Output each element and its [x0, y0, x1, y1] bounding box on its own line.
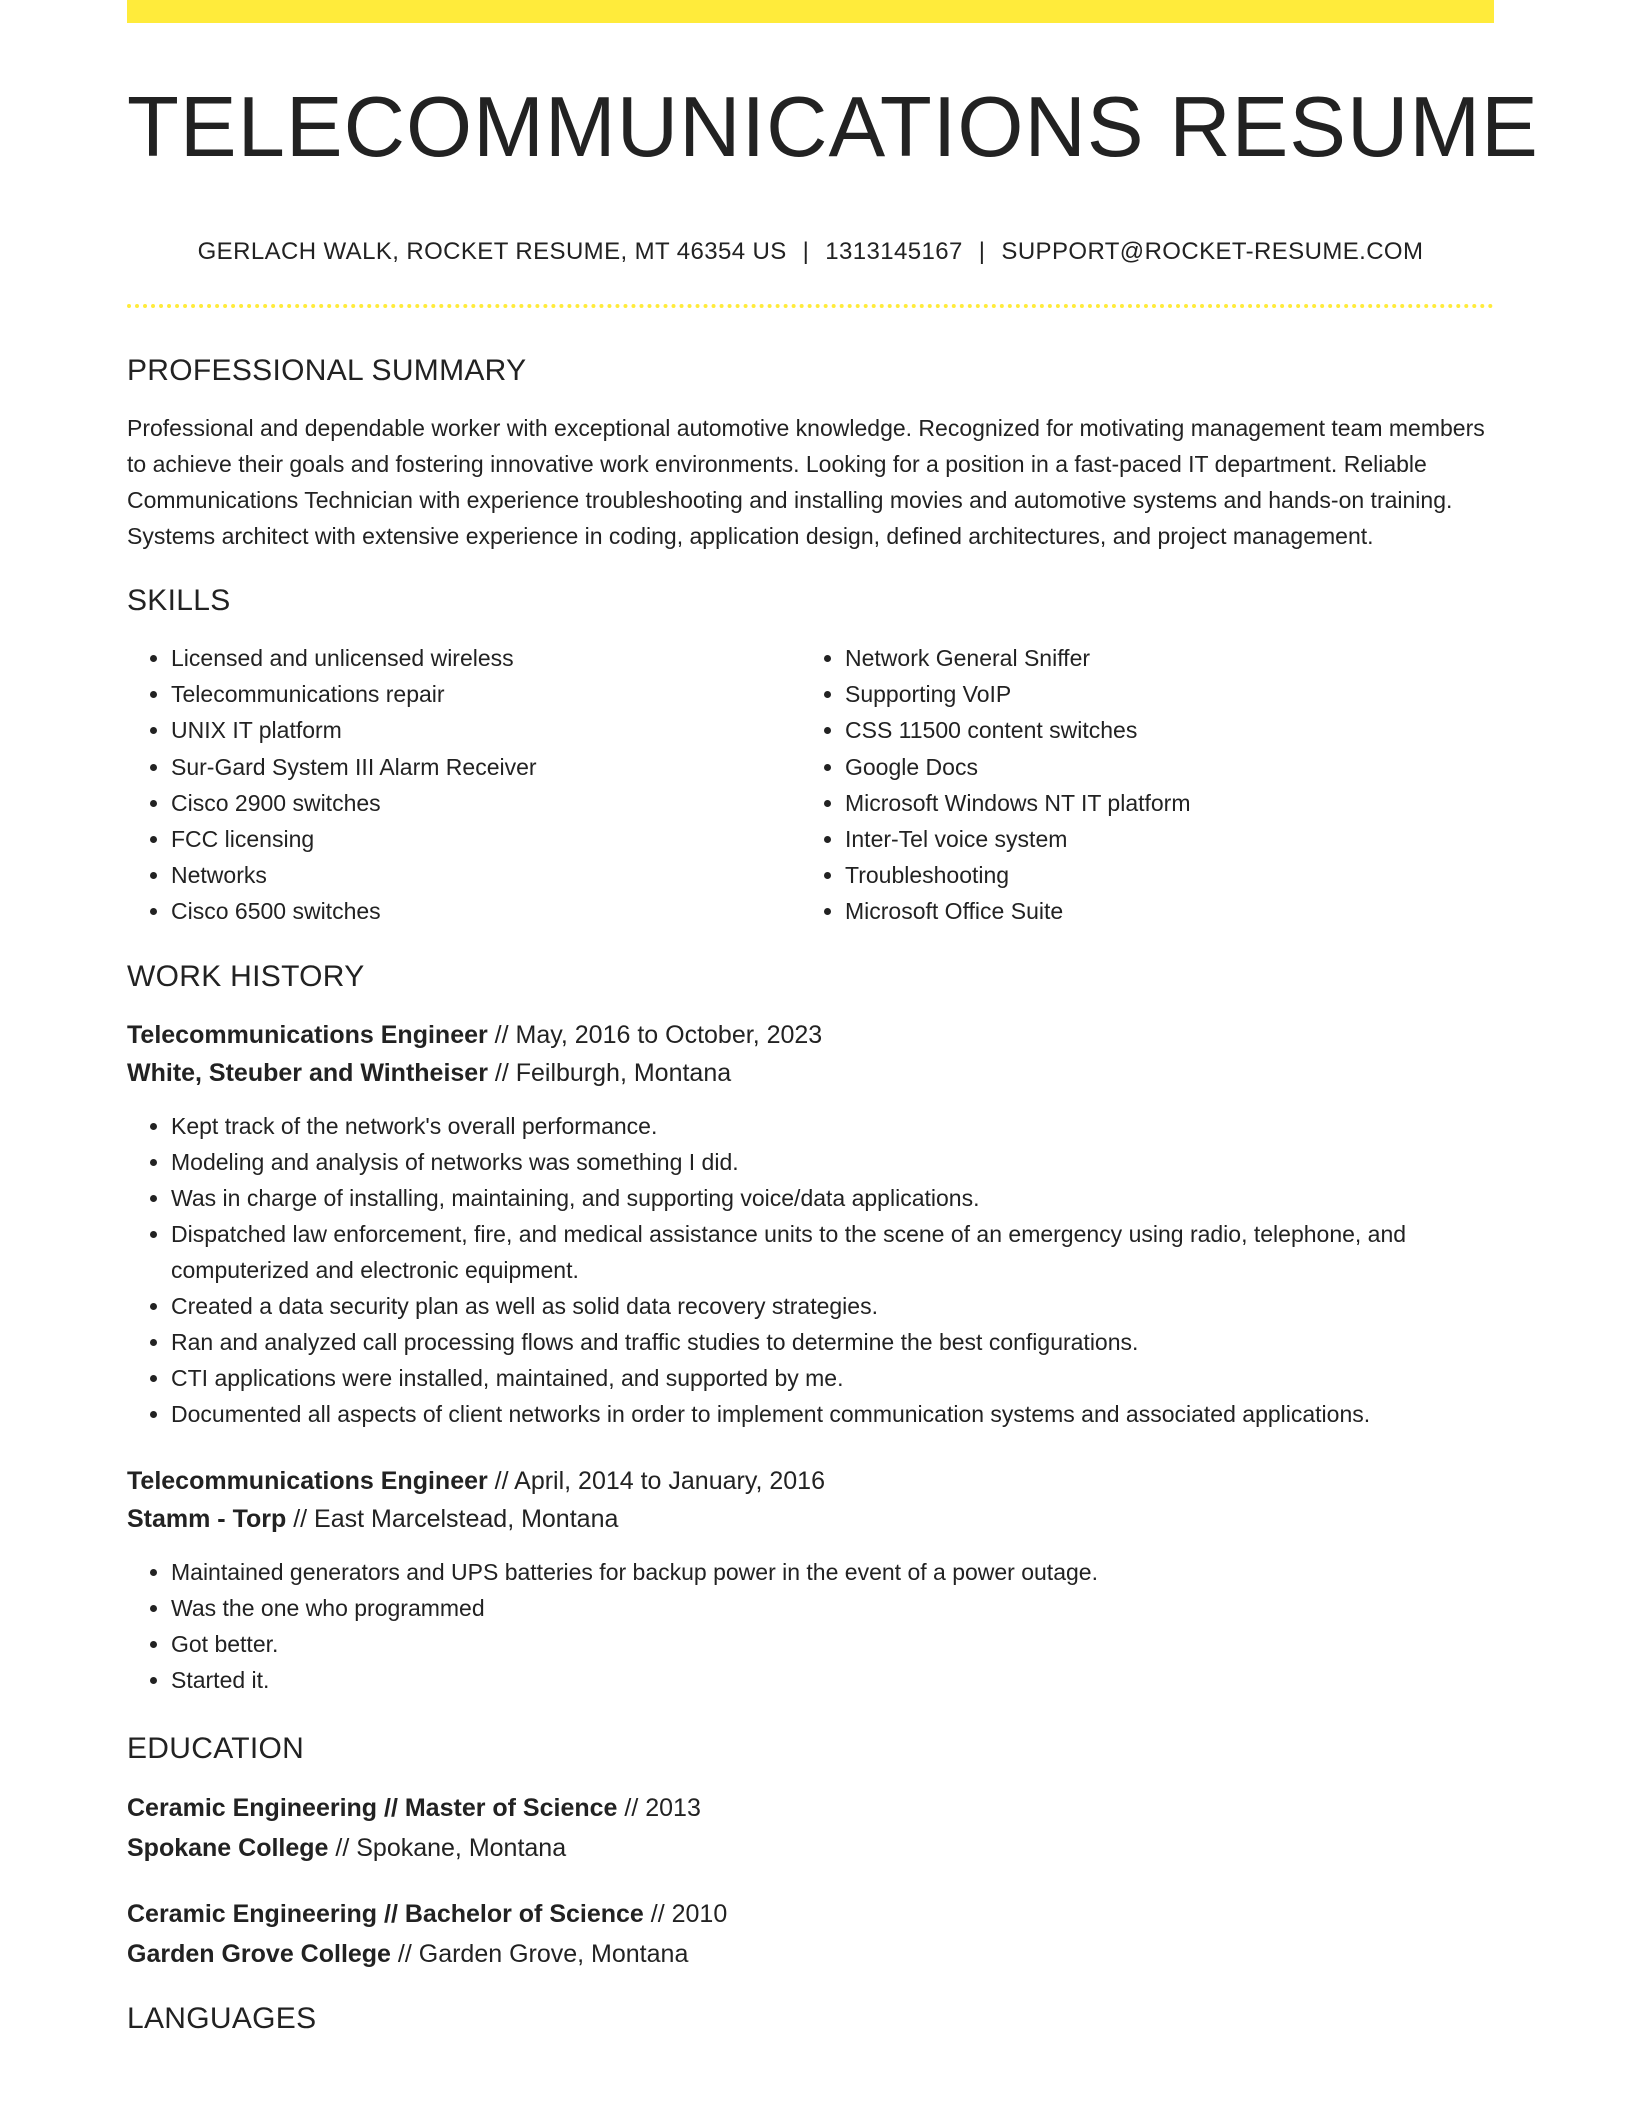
job-duty: • Modeling and analysis of networks was something I did.	[171, 1144, 1494, 1180]
job-location: // East Marcelstead, Montana	[286, 1504, 619, 1533]
skill-item: • FCC licensing	[171, 821, 801, 857]
skills-list-left	[127, 640, 801, 930]
skills-columns	[127, 640, 1494, 930]
accent-top-bar	[127, 0, 1494, 23]
skill-item: • Network General Sniffer	[845, 640, 1475, 676]
job-duty: • Dispatched law enforcement, fire, and medical assistance units to the scene of an emergency using radio, telephone, and computerized and electronic equipment.	[171, 1216, 1494, 1288]
education-degree: Ceramic Engineering // Master of Science	[127, 1793, 618, 1822]
job-location: // Feilburgh, Montana	[487, 1058, 732, 1087]
contact-email: SUPPORT@ROCKET-RESUME.COM	[1001, 238, 1424, 265]
skill-item: • Troubleshooting	[845, 857, 1475, 893]
job-role-line	[127, 1462, 1494, 1500]
skill-item: • Microsoft Windows NT IT platform	[845, 785, 1475, 821]
education-year: // 2010	[643, 1899, 728, 1928]
contact-line	[127, 238, 1494, 266]
skill-item: • Cisco 2900 switches	[171, 785, 801, 821]
skill-item: • Google Docs	[845, 749, 1475, 785]
skill-item: • Microsoft Office Suite	[845, 893, 1475, 929]
job-entry	[127, 1016, 1494, 1432]
education-entry	[127, 1894, 1494, 1974]
education-year: // 2013	[617, 1793, 701, 1822]
contact-separator: |	[978, 238, 986, 265]
job-company: White, Steuber and Wintheiser	[127, 1058, 488, 1087]
languages-heading: LANGUAGES	[127, 2001, 317, 2035]
education-heading: EDUCATION	[127, 1731, 305, 1765]
job-role-line	[127, 1016, 1494, 1054]
education-school: Spokane College	[127, 1833, 329, 1862]
job-duty: • Kept track of the network's overall performance.	[171, 1108, 1494, 1144]
education-degree-line	[127, 1894, 1494, 1934]
education-degree: Ceramic Engineering // Bachelor of Science	[127, 1899, 644, 1928]
skill-item: • UNIX IT platform	[171, 712, 801, 748]
job-duty: • Started it.	[171, 1662, 1494, 1698]
job-company-line	[127, 1500, 1494, 1538]
job-duty: • Documented all aspects of client networks in order to implement communication systems and associated applications.	[171, 1396, 1494, 1432]
job-duty: • CTI applications were installed, maintained, and supported by me.	[171, 1360, 1494, 1396]
education-location: // Spokane, Montana	[328, 1833, 567, 1862]
education-degree-line	[127, 1788, 1494, 1828]
summary-text: Professional and dependable worker with exceptional automotive knowledge. Recognized for motivating management team members to achieve their goals and fostering innovative work environments. Looking for a position in a fast-paced IT department. Reliable Communications Technician with experience troubleshooting and installing movies and automotive systems and hands-on training. Systems architect with extensive experience in coding, application design, defined architectures, and project management.	[127, 415, 1485, 549]
skill-item: • Supporting VoIP	[845, 676, 1475, 712]
skills-list-right	[801, 640, 1475, 930]
education-location: // Garden Grove, Montana	[390, 1939, 689, 1968]
job-duties-list	[127, 1554, 1494, 1698]
education-school-line	[127, 1934, 1494, 1974]
skill-item: • Inter-Tel voice system	[845, 821, 1475, 857]
skill-item: • Telecommunications repair	[171, 676, 801, 712]
job-duty: • Was in charge of installing, maintaining, and supporting voice/data applications.	[171, 1180, 1494, 1216]
skill-item: • Sur-Gard System III Alarm Receiver	[171, 749, 801, 785]
contact-separator: |	[802, 238, 810, 265]
job-duty: • Got better.	[171, 1626, 1494, 1662]
job-duty: • Maintained generators and UPS batteries for backup power in the event of a power outage.	[171, 1554, 1494, 1590]
job-dates: // May, 2016 to October, 2023	[487, 1020, 823, 1049]
job-role: Telecommunications Engineer	[127, 1020, 488, 1049]
contact-address: GERLACH WALK, ROCKET RESUME, MT 46354 US	[197, 238, 787, 265]
skill-item: • Networks	[171, 857, 801, 893]
job-role: Telecommunications Engineer	[127, 1466, 488, 1495]
job-entry	[127, 1462, 1494, 1698]
resume-page	[127, 0, 1539, 2036]
skill-item: • Licensed and unlicensed wireless	[171, 640, 801, 676]
contact-phone: 1313145167	[825, 238, 963, 265]
job-duty: • Created a data security plan as well as solid data recovery strategies.	[171, 1288, 1494, 1324]
job-company-line	[127, 1054, 1494, 1092]
education-entry	[127, 1788, 1494, 1868]
job-duty: • Ran and analyzed call processing flows and traffic studies to determine the best configurations.	[171, 1324, 1494, 1360]
summary-heading: PROFESSIONAL SUMMARY	[127, 354, 527, 387]
education-school-line	[127, 1828, 1494, 1868]
job-duty: • Was the one who programmed	[171, 1590, 1494, 1626]
resume-title: TELECOMMUNICATIONS RESUME	[127, 80, 1539, 175]
job-duties-list	[127, 1108, 1494, 1432]
job-company: Stamm - Torp	[127, 1504, 287, 1533]
skill-item: • CSS 11500 content switches	[845, 712, 1475, 748]
work-history-heading: WORK HISTORY	[127, 959, 365, 993]
job-dates: // April, 2014 to January, 2016	[487, 1466, 825, 1495]
skill-item: • Cisco 6500 switches	[171, 893, 801, 929]
skills-heading: SKILLS	[127, 584, 231, 617]
dotted-divider	[127, 304, 1494, 308]
education-school: Garden Grove College	[127, 1939, 391, 1968]
